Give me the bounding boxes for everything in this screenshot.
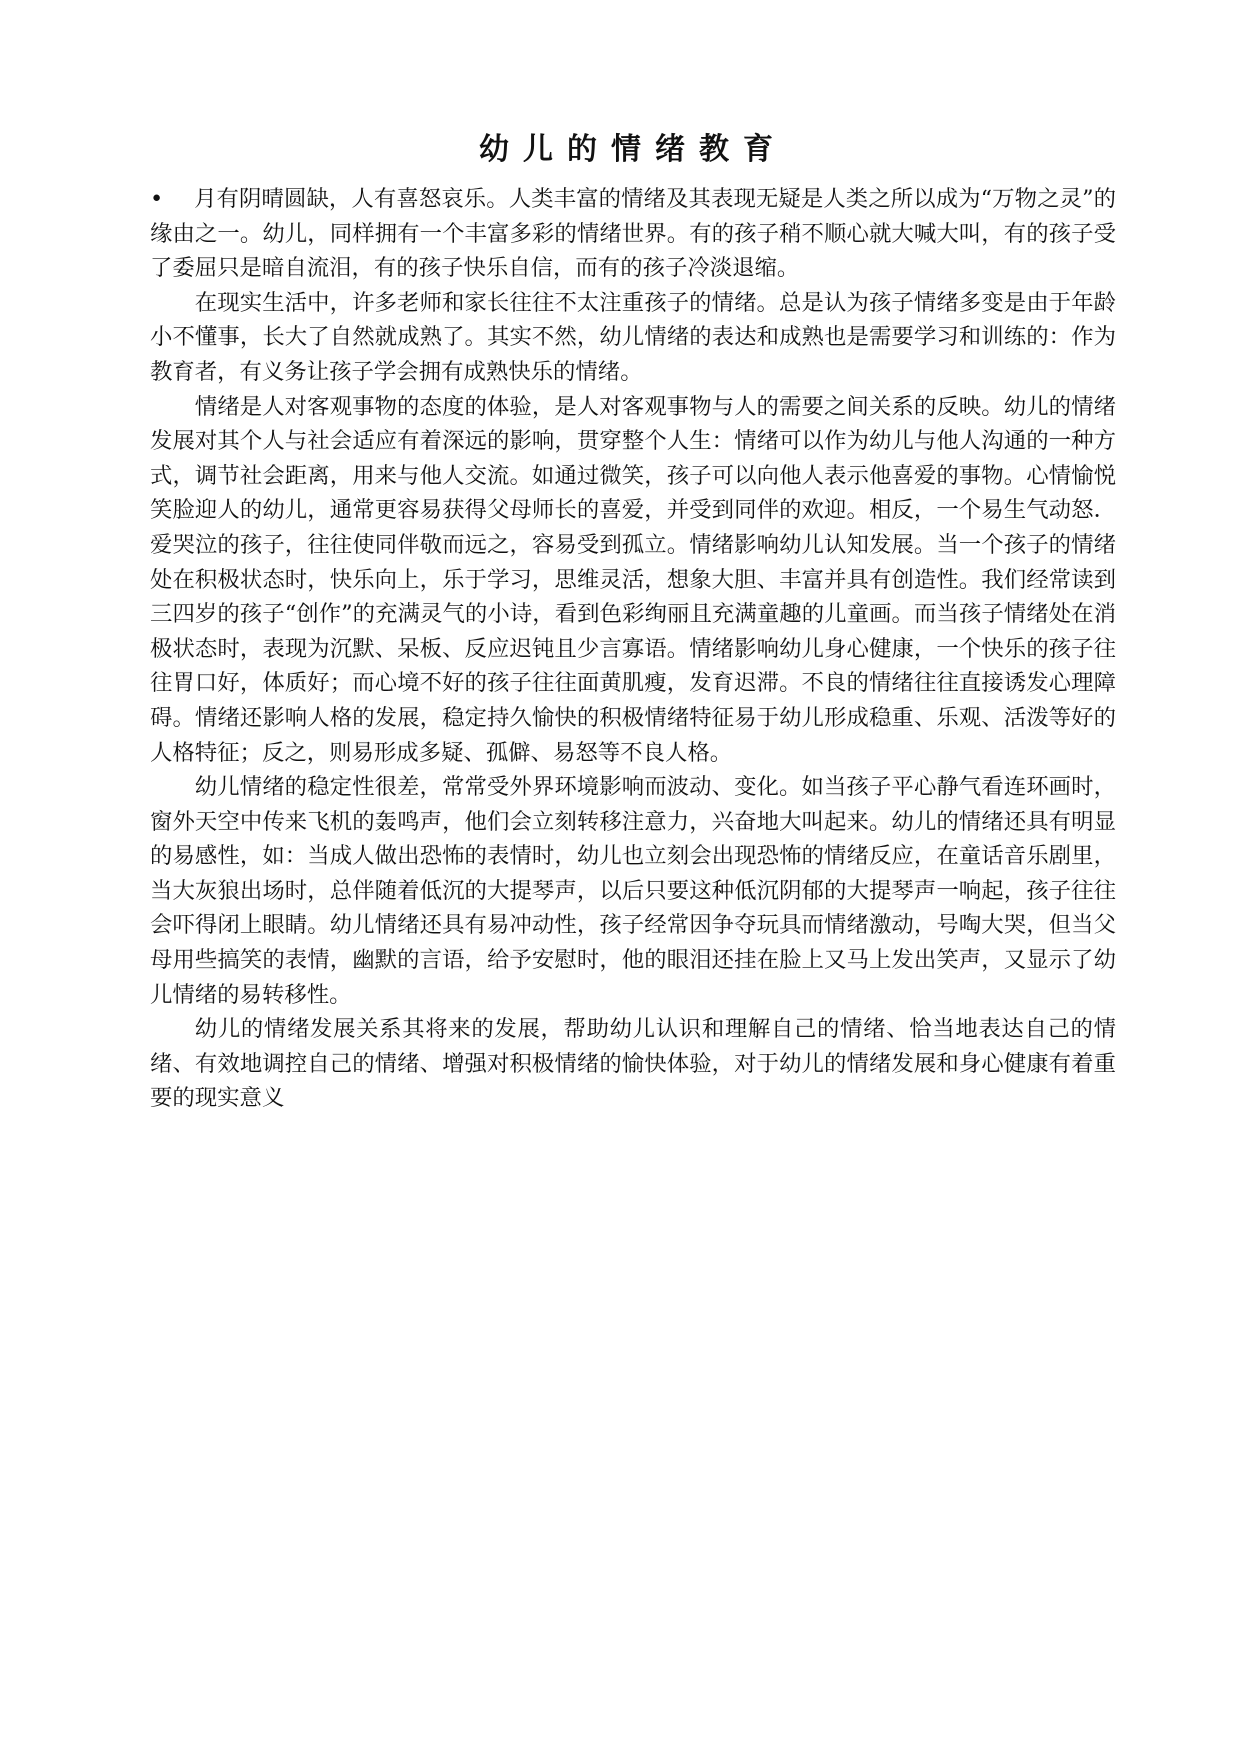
- paragraph-2: 在现实生活中，许多老师和家长往往不太注重孩子的情绪。总是认为孩子情绪多变是由于年龄小不懂事，长大了自然就成熟了。其实不然，幼儿情绪的表达和成熟也是需要学习和训练的：作为教育者，有义务让孩子学会拥有成熟快乐的情绪。: [150, 289, 1116, 385]
- paragraph-3: 情绪是人对客观事物的态度的体验，是人对客观事物与人的需要之间关系的反映。幼儿的情绪发展对其个人与社会适应有着深远的影响，贯穿整个人生：情绪可以作为幼儿与他人沟通的一种方式，调节社会距离，用来与他人交流。如通过微笑，孩子可以向他人表示他喜爱的事物。心情愉悦笑脸迎人的幼儿，通常更容易获得父母师长的喜爱，并受到同伴的欢迎。相反，一个易生气动怒．爱哭泣的孩子，往往使同伴敬而远之，容易受到孤立。情绪影响幼儿认知发展。当一个孩子的情绪处在积极状态时，快乐向上，乐于学习，思维灵活，想象大胆、丰富并具有创造性。我们经常读到三四岁的孩子“创作”的充满灵气的小诗，看到色彩绚丽且充满童趣的儿童画。而当孩子情绪处在消极状态时，表现为沉默、呆板、反应迟钝且少言寡语。情绪影响幼儿身心健康，一个快乐的孩子往往胃口好，体质好；而心境不好的孩子往往面黄肌瘦，发育迟滞。不良的情绪往往直接诱发心理障碍。情绪还影响人格的发展，稳定持久愉快的积极情绪特征易于幼儿形成稳重、乐观、活泼等好的人格特征；反之，则易形成多疑、孤僻、易怒等不良人格。: [150, 393, 1116, 766]
- bullet-marker: •: [150, 186, 164, 212]
- paragraph-1: [150, 182, 1116, 286]
- paragraph-4: 幼儿情绪的稳定性很差，常常受外界环境影响而波动、变化。如当孩子平心静气看连环画时，窗外天空中传来飞机的轰鸣声，他们会立刻转移注意力，兴奋地大叫起来。幼儿的情绪还具有明显的易感性，如：当成人做出恐怖的表情时，幼儿也立刻会出现恐怖的情绪反应，在童话音乐剧里，当大灰狼出场时，总伴随着低沉的大提琴声，以后只要这种低沉阴郁的大提琴声一响起，孩子往往会吓得闭上眼睛。幼儿情绪还具有易冲动性，孩子经常因争夺玩具而情绪激动，号啕大哭，但当父母用些搞笑的表情，幽默的言语，给予安慰时，他的眼泪还挂在脸上又马上发出笑声，又显示了幼儿情绪的易转移性。: [150, 774, 1116, 1008]
- document-page: [150, 128, 1116, 1116]
- paragraph-5: 幼儿的情绪发展关系其将来的发展，帮助幼儿认识和理解自己的情绪、恰当地表达自己的情绪、有效地调控自己的情绪、增强对积极情绪的愉快体验，对于幼儿的情绪发展和身心健康有着重要的现实意义: [150, 1016, 1116, 1112]
- paragraph-1-text: 月有阴晴圆缺，人有喜怒哀乐。人类丰富的情绪及其表现无疑是人类之所以成为“万物之灵”的缘由之一。幼儿，同样拥有一个丰富多彩的情绪世界。有的孩子稍不顺心就大喊大叫，有的孩子受了委屈只是暗自流泪，有的孩子快乐自信，而有的孩子冷淡退缩。: [150, 186, 1116, 282]
- document-title: 幼儿的情绪教育: [479, 132, 787, 167]
